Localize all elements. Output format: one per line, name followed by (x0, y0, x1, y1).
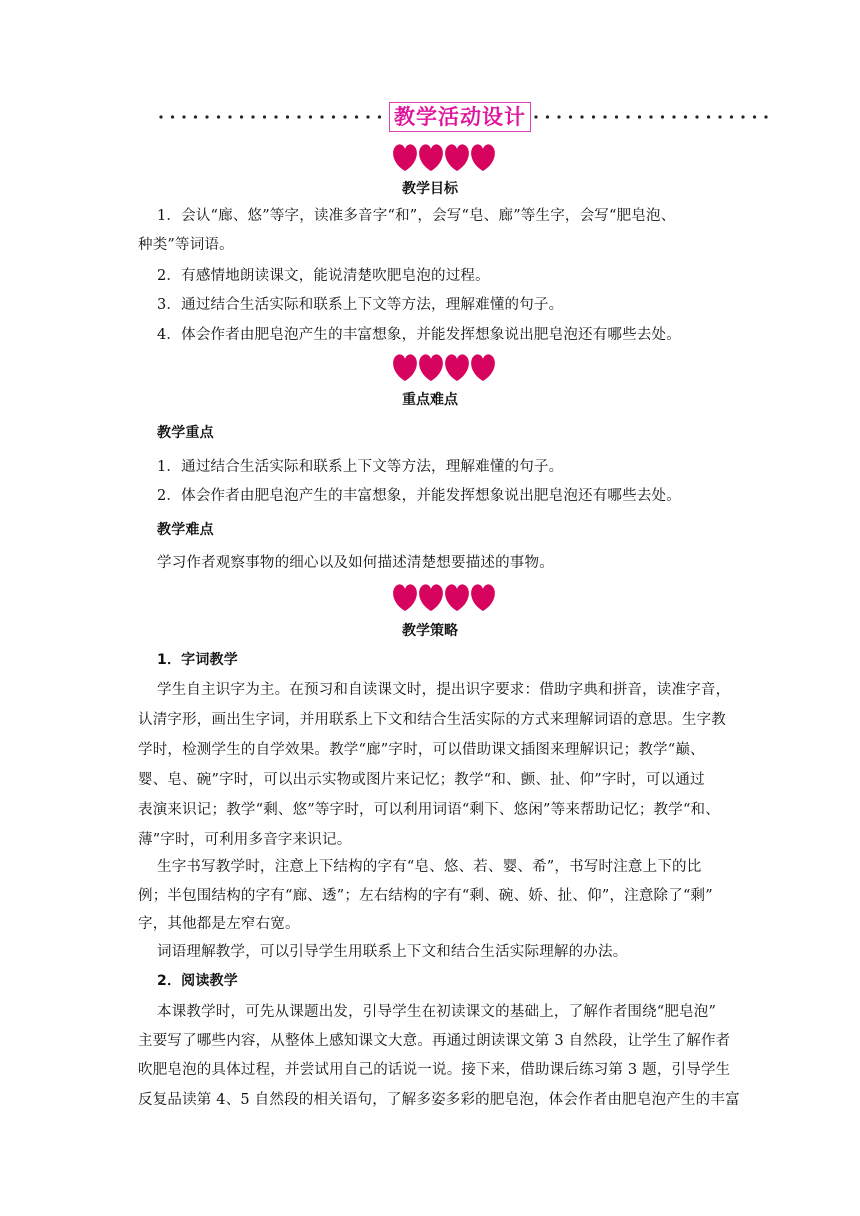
paragraph-line: 字，其他都是左窄右宽。 (138, 916, 300, 932)
focus-line: 2．体会作者由肥皂泡产生的丰富想象，并能发挥想象说出肥皂泡还有哪些去处。 (157, 488, 681, 504)
subheading-focus: 教学重点 (157, 425, 214, 441)
section-title-key-points: 重点难点 (402, 392, 458, 408)
subheading-vocabulary: 1．字词教学 (157, 652, 238, 668)
objective-line: 3．通过结合生活实际和联系上下文等方法，理解难懂的句子。 (157, 297, 564, 313)
petal-ornament-icon (390, 582, 500, 612)
paragraph-line: 词语理解教学，可以引导学生用联系上下文和结合生活实际理解的办法。 (157, 944, 628, 960)
paragraph-line: 主要写了哪些内容，从整体上感知课文大意。再通过朗读课文第 3 自然段，让学生了解作者 (138, 1033, 731, 1049)
difficulty-line: 学习作者观察事物的细心以及如何描述清楚想要描述的事物。 (157, 555, 554, 571)
section-title-strategy: 教学策略 (402, 623, 458, 639)
banner-title: 教学活动设计 (389, 102, 531, 132)
paragraph-line: 表演来识记；教学“剩、悠”等字时，可以利用词语“剩下、悠闲”等来帮助记忆；教学“和、 (138, 802, 720, 818)
section-banner (158, 102, 768, 132)
objective-line: 种类”等词语。 (138, 237, 234, 253)
paragraph-line: 反复品读第 4、5 自然段的相关语句，了解多姿多彩的肥皂泡，体会作者由肥皂泡产生的丰富 (138, 1092, 740, 1108)
paragraph-line: 例；半包围结构的字有“廊、透”；左右结构的字有“剩、碗、娇、扯、仰”，注意除了“剩” (138, 888, 713, 904)
dotted-rule-right (531, 114, 768, 120)
paragraph-line: 本课教学时，可先从课题出发，引导学生在初读课文的基础上，了解作者围绕“肥皂泡” (157, 1004, 717, 1020)
subheading-reading: 2．阅读教学 (157, 973, 238, 989)
dotted-rule-left (158, 114, 388, 120)
petal-ornament-icon (390, 352, 500, 382)
paragraph-line: 学生自主识字为主。在预习和自读课文时，提出识字要求：借助字典和拼音，读准字音， (157, 682, 731, 698)
paragraph-line: 生字书写教学时，注意上下结构的字有“皂、悠、若、婴、希”，书写时注意上下的比 (157, 859, 702, 875)
subheading-difficulty: 教学难点 (157, 522, 214, 538)
section-title-objectives: 教学目标 (402, 181, 458, 197)
objective-line: 1．会认“廊、悠”等字，读准多音字“和”，会写“皂、廊”等生字，会写“肥皂泡、 (157, 208, 676, 224)
focus-line: 1．通过结合生活实际和联系上下文等方法，理解难懂的句子。 (157, 459, 564, 475)
paragraph-line: 薄”字时，可利用多音字来识记。 (138, 832, 352, 848)
objective-line: 2．有感情地朗读课文，能说清楚吹肥皂泡的过程。 (157, 268, 490, 284)
paragraph-line: 学时，检测学生的自学效果。教学“廊”字时，可以借助课文插图来理解识记；教学“巅、 (138, 742, 705, 758)
paragraph-line: 认清字形，画出生字词，并用联系上下文和结合生活实际的方式来理解词语的意思。生字教 (138, 712, 726, 728)
petal-ornament-icon (390, 142, 500, 172)
objective-line: 4．体会作者由肥皂泡产生的丰富想象，并能发挥想象说出肥皂泡还有哪些去处。 (157, 327, 681, 343)
paragraph-line: 婴、皂、碗”字时，可以出示实物或图片来记忆；教学“和、颤、扯、仰”字时，可以通过 (138, 772, 705, 788)
paragraph-line: 吹肥皂泡的具体过程，并尝试用自己的话说一说。接下来，借助课后练习第 3 题，引导学生 (138, 1062, 731, 1078)
